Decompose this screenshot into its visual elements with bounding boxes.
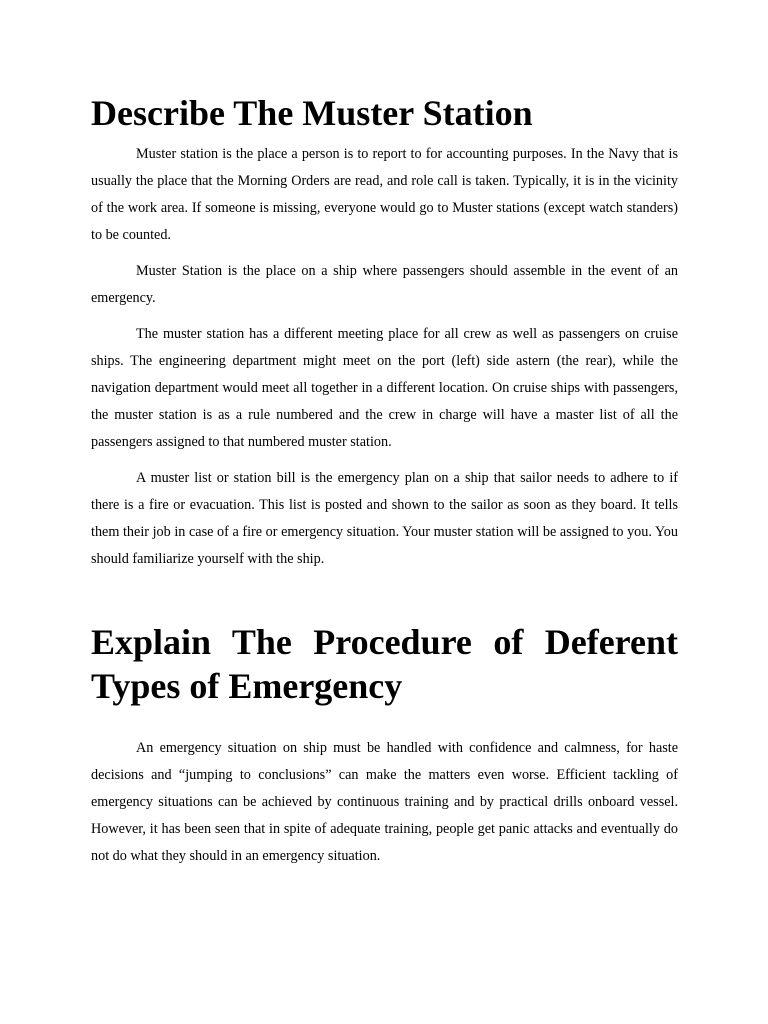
paragraph: Muster Station is the place on a ship where passengers should assemble in the event of an emergency. bbox=[91, 263, 678, 306]
section-heading-emergency-procedure: Explain The Procedure of Deferent Types of Emergency bbox=[91, 622, 678, 706]
section-heading-muster-station: Describe The Muster Station bbox=[91, 93, 533, 133]
paragraph: The muster station has a different meeting place for all crew as well as passengers on cruise ships. The engineering department might meet on the port (left) side astern (the rear), while the navigation department would meet all together in a different location. On cruise ships with passengers, the muster station is as a rule numbered and the crew in charge will have a master list of all the passengers assigned to that numbered muster station. bbox=[91, 326, 678, 450]
paragraph: A muster list or station bill is the emergency plan on a ship that sailor needs to adhere to if there is a fire or evacuation. This list is posted and shown to the sailor as soon as they board. It tells them their job in case of a fire or emergency situation. Your muster station will be assigned to you. You should familiarize yourself with the ship. bbox=[91, 470, 678, 567]
paragraph: Muster station is the place a person is to report to for accounting purposes. In the Navy that is usually the place that the Morning Orders are read, and role call is taken. Typically, it is in the vicinity of the work area. If someone is missing, everyone would go to Muster stations (except watch standers) to be counted. bbox=[91, 146, 678, 243]
paragraph: An emergency situation on ship must be handled with confidence and calmness, for haste decisions and “jumping to conclusions” can make the matters even worse. Efficient tackling of emergency situations can be achieved by continuous training and by practical drills onboard vessel. However, it has been seen that in spite of adequate training, people get panic attacks and eventually do not do what they should in an emergency situation. bbox=[91, 740, 678, 864]
document-body bbox=[91, 91, 678, 870]
